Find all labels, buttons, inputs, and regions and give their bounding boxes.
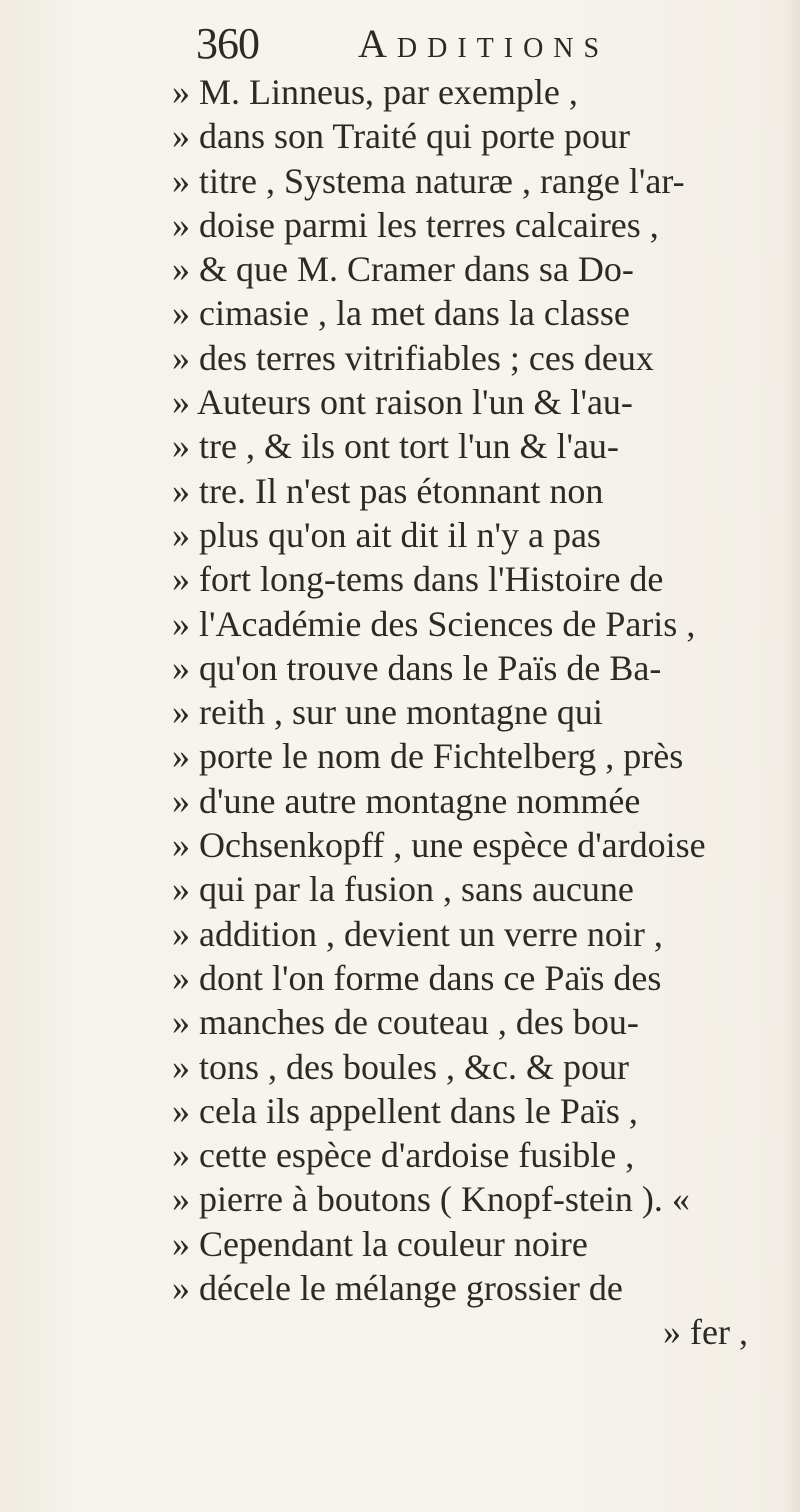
page-number: 360 [196, 19, 259, 68]
text-line: » qui par la fusion , sans aucune [172, 869, 634, 910]
text-line: » Cependant la couleur noire [172, 1223, 588, 1264]
text-line: » tre. Il n'est pas étonnant non [172, 470, 604, 511]
text-line: » tre , & ils ont tort l'un & l'au- [172, 426, 619, 467]
text-line: » dont l'on forme dans ce Païs des [172, 957, 662, 998]
text-line: » M. Linneus, par exemple , [172, 72, 578, 112]
text-line: » Auteurs ont raison l'un & l'au- [172, 382, 633, 423]
text-line: » titre , Systema naturæ , range l'ar- [172, 160, 685, 201]
text-line: » pierre à boutons ( Knopf-stein ). « [172, 1179, 690, 1220]
text-line: » cette espèce d'ardoise fusible , [172, 1135, 635, 1176]
text-line: » plus qu'on ait dit il n'y a pas [172, 514, 601, 555]
text-line: » manches de couteau , des bou- [172, 1002, 639, 1043]
text-line: » & que M. Cramer dans sa Do- [172, 249, 634, 290]
text-line: » doise parmi les terres calcaires , [172, 204, 659, 245]
body-text [172, 70, 776, 1355]
text-line: » addition , devient un verre noir , [172, 913, 663, 954]
running-head [196, 14, 756, 74]
text-line: » décele le mélange grossier de [172, 1268, 623, 1309]
text-line: » tons , des boules , &c. & pour [172, 1046, 629, 1087]
text-line: » reith , sur une montagne qui [172, 692, 603, 733]
text-line: » cela ils appellent dans le Païs , [172, 1090, 638, 1131]
text-line: » cimasie , la met dans la classe [172, 293, 630, 334]
text-line: » fort long-tems dans l'Histoire de [172, 559, 664, 600]
running-head-title: Additions [358, 21, 610, 66]
text-line: » fer , [663, 1312, 748, 1353]
text-line: » des terres vitrifiables ; ces deux [172, 337, 654, 378]
text-line: » d'une autre montagne nommée [172, 780, 641, 821]
text-line: » Ochsenkopff , une espèce d'ardoise [172, 825, 706, 866]
text-line: » l'Académie des Sciences de Paris , [172, 603, 696, 644]
page-edge-shadow [782, 0, 800, 1512]
text-line: » porte le nom de Fichtelberg , près [172, 736, 684, 777]
text-line: » qu'on trouve dans le Païs de Ba- [172, 647, 662, 688]
text-line: » dans son Traité qui porte pour [172, 116, 630, 157]
